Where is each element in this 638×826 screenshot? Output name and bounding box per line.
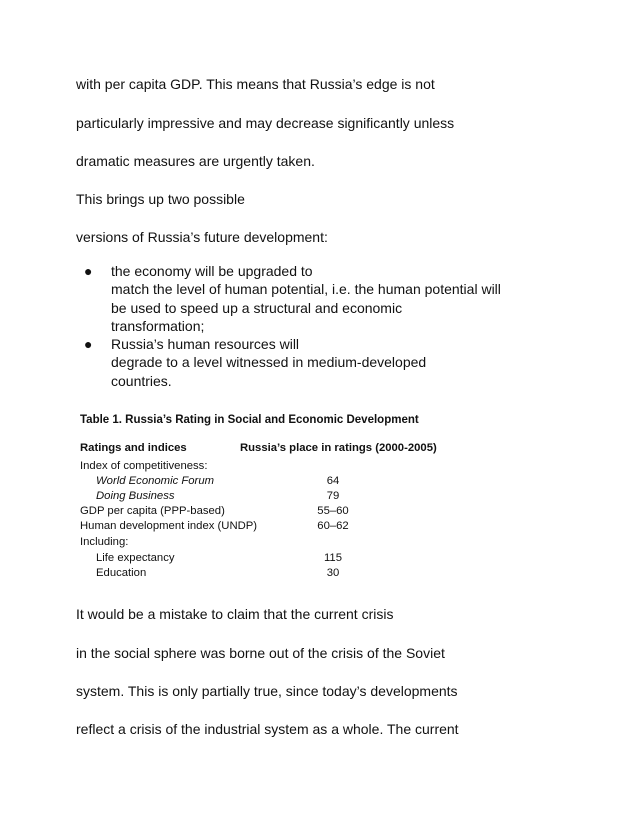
row-label: Doing Business [96,490,175,502]
text-line: dramatic measures are urgently taken. [76,153,315,169]
text-line: versions of Russia’s future development: [76,229,328,245]
table-header-place: Russia’s place in ratings (2000-2005) [240,442,437,454]
row-label: Education [96,567,147,579]
table-row [80,490,420,505]
table-row [80,505,420,520]
bullet-marker: ● [84,336,93,353]
bullet-item [84,262,524,335]
row-value: 60–62 [317,520,349,532]
text-line: with per capita GDP. This means that Russia’s edge is not [76,76,435,92]
row-label: Human development index (UNDP) [80,520,258,532]
table-title: Table 1. Russia’s Rating in Social and Economic Development [80,414,419,426]
row-value: 30 [326,567,340,579]
text-line: system. This is only partially true, since today’s developments [76,683,458,699]
table-row [80,460,420,475]
table-row [80,536,420,551]
row-label: World Economic Forum [96,475,215,487]
text-line: reflect a crisis of the industrial system as a whole. The current [76,721,459,737]
row-label: GDP per capita (PPP-based) [80,505,225,517]
bullet-text: the economy will be upgraded to match the level of human potential, i.e. the human potential will be used to speed up a structural and economic transformation; [111,263,501,334]
row-label: Including: [80,536,129,548]
row-value: 64 [326,475,340,487]
table-header-ratings: Ratings and indices [80,442,187,454]
table-row [80,567,420,582]
table-row [80,520,420,535]
bullet-marker: ● [84,263,93,279]
table-row [80,552,420,567]
row-label: Life expectancy [96,552,175,564]
text-line: particularly impressive and may decrease significantly unless [76,115,455,131]
text-line: It would be a mistake to claim that the current crisis [76,606,394,622]
text-line: in the social sphere was borne out of the crisis of the Soviet [76,645,445,661]
text-line: This brings up two possible [76,191,245,207]
row-value: 115 [323,552,342,564]
bullet-text: Russia’s human resources will degrade to a level witnessed in medium-developed countries. [111,336,427,389]
bullet-list [84,262,524,390]
row-value: 79 [326,490,340,502]
row-label: Index of competitiveness: [80,460,208,472]
row-value: 55–60 [317,505,349,517]
bullet-item [84,335,524,390]
table-row [80,475,420,490]
